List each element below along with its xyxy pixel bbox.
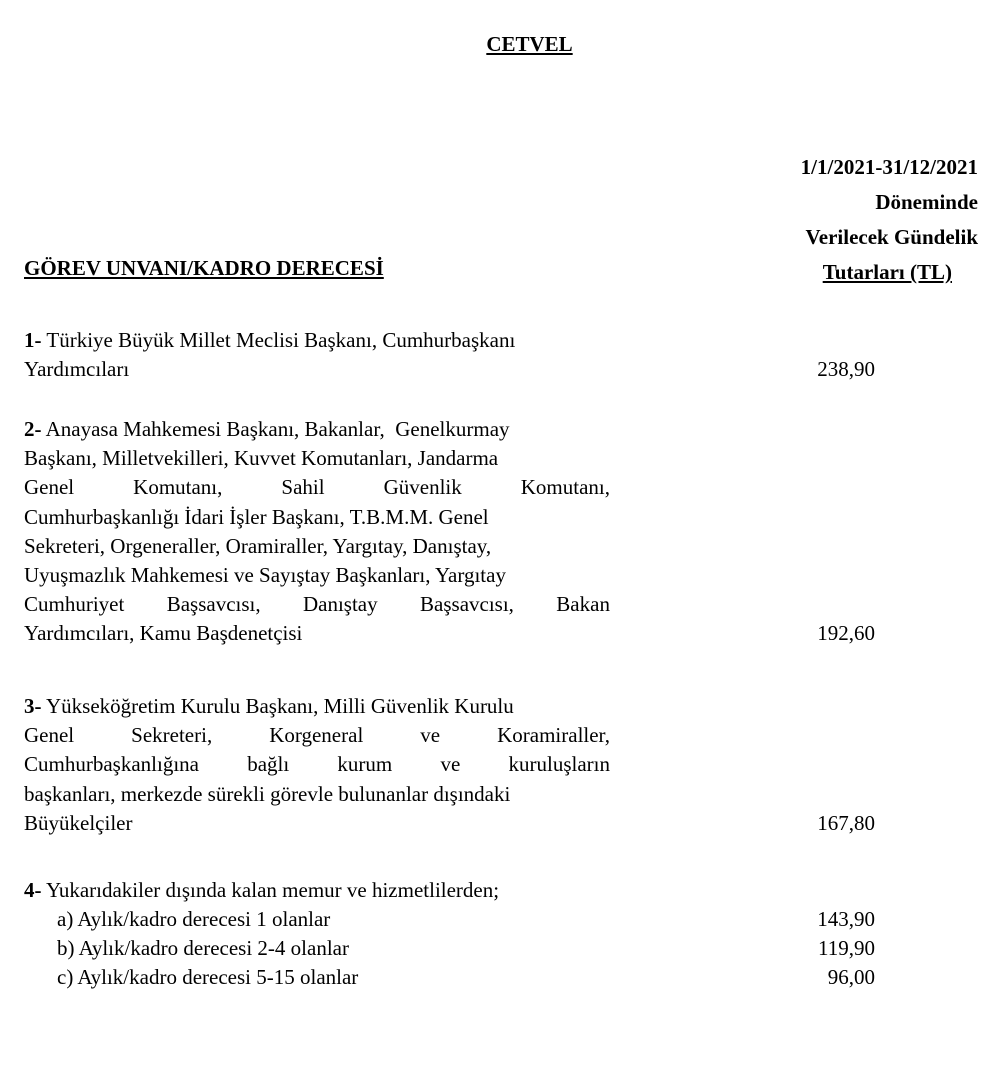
item-line: Büyükelçiler xyxy=(24,810,133,835)
item-word: kurum xyxy=(337,752,393,777)
item-number: 2- xyxy=(24,417,42,441)
item-word: Genel xyxy=(24,475,75,500)
item-word: Cumhurbaşkanlığına xyxy=(24,752,199,777)
item-word: Cumhuriyet xyxy=(24,592,125,617)
item-number: 3- xyxy=(24,694,42,718)
list-item xyxy=(24,326,610,384)
subitem-amount: 119,90 xyxy=(818,936,875,960)
item-number: 1- xyxy=(24,328,42,352)
item-text: Türkiye Büyük Millet Meclisi Başkanı, Cumhurbaşkanı xyxy=(46,328,516,352)
item-line: Uyuşmazlık Mahkemesi ve Sayıştay Başkanları, Yargıtay xyxy=(24,563,506,588)
document-title: CETVEL xyxy=(486,32,573,56)
item-word: bağlı xyxy=(247,752,290,777)
item-word: kuruluşların xyxy=(508,752,610,777)
position-column-header: GÖREV UNVANI/KADRO DERECESİ xyxy=(24,256,384,280)
subitem-label: b) Aylık/kadro derecesi 2-4 olanlar xyxy=(57,936,349,960)
item-line xyxy=(24,590,610,619)
subitem-amount: 143,90 xyxy=(817,907,875,931)
period-label-line: Döneminde xyxy=(875,190,978,214)
item-word: Genel xyxy=(24,723,75,748)
item-line: Başkanı, Milletvekilleri, Kuvvet Komutanları, Jandarma xyxy=(24,446,499,471)
item-line: Yardımcıları xyxy=(24,357,130,382)
item-text: Anayasa Mahkemesi Başkanı, Bakanlar, Genelkurmay xyxy=(45,417,510,441)
item-line: Yardımcıları, Kamu Başdenetçisi xyxy=(24,621,303,646)
item-line xyxy=(24,326,610,355)
item-word: Komutanı, xyxy=(520,475,610,500)
amount-column-header xyxy=(748,150,978,290)
item-line: Sekreteri, Orgeneraller, Oramiraller, Yargıtay, Danıştay, xyxy=(24,533,492,558)
item-word: Korgeneral xyxy=(269,723,364,748)
item-number: 4- xyxy=(24,878,42,902)
item-line: başkanları, merkezde sürekli görevle bulunanlar dışındaki xyxy=(24,781,511,806)
item-amount: 238,90 xyxy=(817,357,875,381)
item-amount: 167,80 xyxy=(817,811,875,835)
item-word: Başsavcısı, xyxy=(420,592,514,617)
item-line xyxy=(24,876,610,905)
allowance-label-line: Verilecek Gündelik xyxy=(805,225,978,249)
item-text: Yükseköğretim Kurulu Başkanı, Milli Güvenlik Kurulu xyxy=(45,694,514,718)
period-line: 1/1/2021-31/12/2021 xyxy=(800,155,978,179)
list-item xyxy=(24,876,610,905)
item-word: Danıştay xyxy=(302,592,378,617)
item-word: ve xyxy=(440,752,461,777)
item-word: Sahil xyxy=(281,475,325,500)
item-line xyxy=(24,750,610,779)
item-word: Güvenlik xyxy=(383,475,462,500)
subitem-label: a) Aylık/kadro derecesi 1 olanlar xyxy=(57,907,331,931)
item-word: Sekreteri, xyxy=(131,723,213,748)
item-word: Bakan xyxy=(556,592,610,617)
item-line xyxy=(24,692,610,721)
item-amount: 192,60 xyxy=(817,621,875,645)
item-line: Cumhurbaşkanlığı İdari İşler Başkanı, T.B.M.M. Genel xyxy=(24,504,489,529)
subitem-amount: 96,00 xyxy=(827,965,875,989)
item-word: Koramiraller, xyxy=(497,723,610,748)
item-line xyxy=(24,721,610,750)
item-line xyxy=(24,415,610,444)
list-item xyxy=(24,415,610,649)
amount-unit-line: Tutarları (TL) xyxy=(822,260,952,284)
list-item xyxy=(24,692,610,838)
item-word: Başsavcısı, xyxy=(166,592,261,617)
subitem-label: c) Aylık/kadro derecesi 5-15 olanlar xyxy=(57,965,359,989)
item-word: Komutanı, xyxy=(133,475,223,500)
item-word: ve xyxy=(420,723,441,748)
item-text: Yukarıdakiler dışında kalan memur ve hizmetlilerden; xyxy=(45,878,500,902)
item-line xyxy=(24,473,610,502)
